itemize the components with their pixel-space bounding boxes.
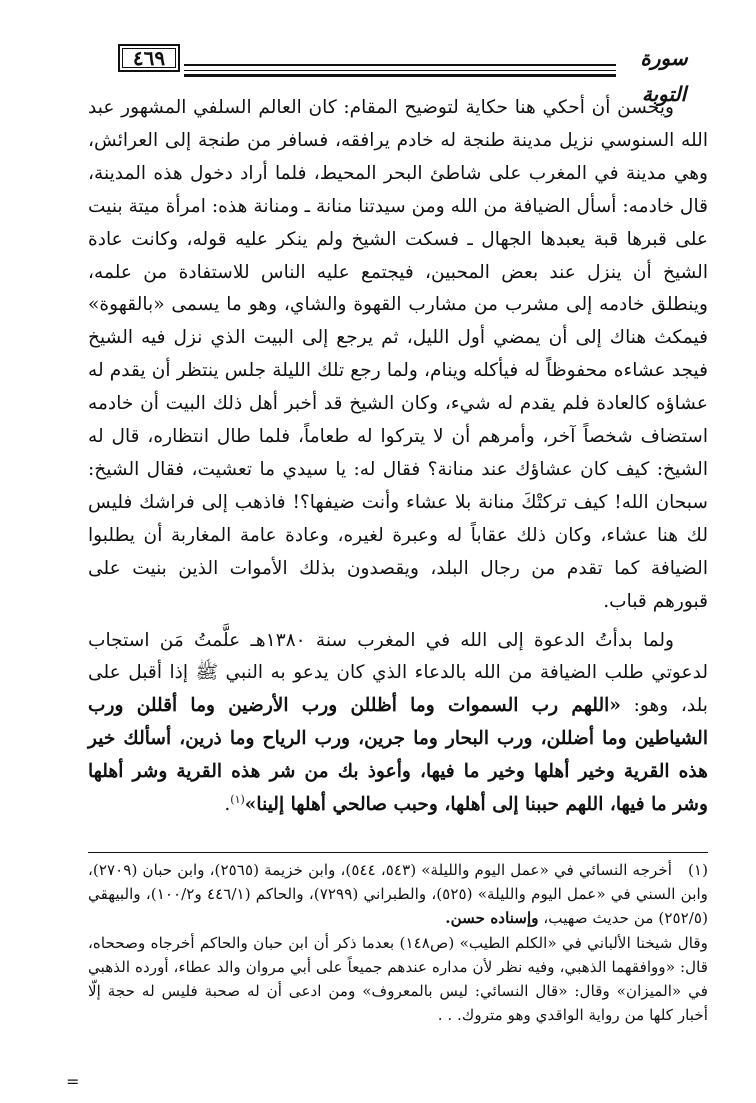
header-rule: [184, 74, 616, 77]
footnote: [88, 858, 708, 1027]
dua-text: «اللهم رب السموات وما أظللن ورب الأرضين وما أقللن ورب الشياطين وما أضللن، ورب البحار وما جرين، ورب الرياح وما ذرين، أسألك خير هذه القرية وخير أهلها وخير ما فيها، وأعوذ بك من شر هذه القرية وشر أهلها وشر ما فيها، اللهم حببنا إلى أهلها، وحبب صالحي أهلها إلينا»: [88, 695, 708, 816]
footnote-line-1: [88, 858, 708, 931]
surah-title: سورة التوبة: [640, 46, 688, 106]
footnote-separator: [88, 852, 708, 853]
footnote-line-2: وقال شيخنا الألباني في «الكلم الطيب» (ص١٤٨) بعدما ذكر أن ابن حبان والحاكم أخرجاه وصححاه، قال: «ووافقهما الذهبي، وفيه نظر لأن مداره عندهم جميعاً على أبي مروان والد عطاء، أورده الذهبي في «الميزان» وقال: «قال النسائي: ليس بالمعروف» ومن ادعى أن له صحبة فليس له حجة إلّا أخبار كلها من رواية الواقدي وهو متروك. . .: [88, 933, 708, 1025]
header-rule: [184, 70, 616, 71]
paragraph-1-text: ويحسن أن أحكي هنا حكاية لتوضيح المقام: كان العالم السلفي المشهور عبد الله السنوسي نزيل مدينة طنجة له خادم يرافقه، فسافر من طنجة إلى العرائش، وهي مدينة في المغرب على شاطئ البحر المحيط، فلما أراد دخول هذه المدينة، قال خادمه: أسأل الضيافة من الله ومن سيدتنا منانة ـ ومنانة هذه: امرأة ميتة بنيت على قبرها قبة يعبدها الجهال ـ فسكت الشيخ ولم ينكر عليه قوله، وكانت عادة الشيخ أن ينزل عند بعض المحبين، فيجتمع عليه الناس للاستفادة من علمه، وينطلق خادمه إلى مشرب من مشارب القهوة والشاي، وهو ما يسمى «بالقهوة» فيمكث هناك إلى أن يمضي أول الليل، ثم يرجع إلى البيت الذي نزل فيه الشيخ فيجد عشاءه محفوظاً له فيأكله وينام، ولما رجع تلك الليلة جلس ينتظر أن يقدم له عشاؤه كالعادة فلم يقدم له شيء، وكان الشيخ قد أخبر أهل ذلك البيت أن خادمه استضاف شخصاً آخر، وأمرهم أن لا يتركوا له طعاماً، فلما طال انتظاره، قال له الشيخ: كيف كان عشاؤك عند منانة؟ فقال له: يا سيدي ما تعشيت، فقال الشيخ: سبحان الله! كيف تركتْكَ منانة بلا عشاء وأنت ضيفها؟! فاذهب إلى فراشك فليس لك هنا عشاء، وكان ذلك عقاباً له وعبرة لغيره، وعادة عامة المغاربة أن يطلبوا الضيافة كما تقدم من رجال البلد، ويقصدون بذلك الأموات الذين بنيت على قبورهم قباب.: [88, 97, 709, 612]
header-rule: [184, 64, 616, 66]
paragraph-2: [88, 625, 708, 822]
footnote-grade: وإسناده حسن.: [445, 909, 539, 928]
paragraph-2-text: ولما بدأتُ الدعوة إلى الله في المغرب سنة ١٣٨٠هـ علَّمتُ مَن استجاب لدعوتي طلب الضيافة من الله بالدعاء الذي كان يدعو به النبي ﷺ إذا أقبل على بلد، وهو:: [88, 629, 708, 717]
main-text: [88, 92, 708, 822]
page-number: ٤٦٩: [118, 44, 180, 72]
footnote-ref: (١): [230, 792, 245, 806]
continuation-mark: =: [66, 1072, 80, 1091]
page-header: [88, 40, 708, 106]
footnote-marker: (١): [687, 861, 709, 879]
paragraph-1: [88, 92, 708, 619]
footnote-text: أخرجه النسائي في «عمل اليوم والليلة» (٥٤٣، ٥٤٤)، وابن خزيمة (٢٥٦٥)، وابن حبان (٢٧٠٩)، وابن السني في «عمل اليوم والليلة» (٥٢٥)، والطبراني (٧٢٩٩)، والحاكم (٤٤٦/١ و١٠٠/٢)، والبيهقي (٢٥٢/٥) من حديث صهيب،: [88, 861, 709, 928]
paragraph-2-end: .: [224, 794, 231, 816]
